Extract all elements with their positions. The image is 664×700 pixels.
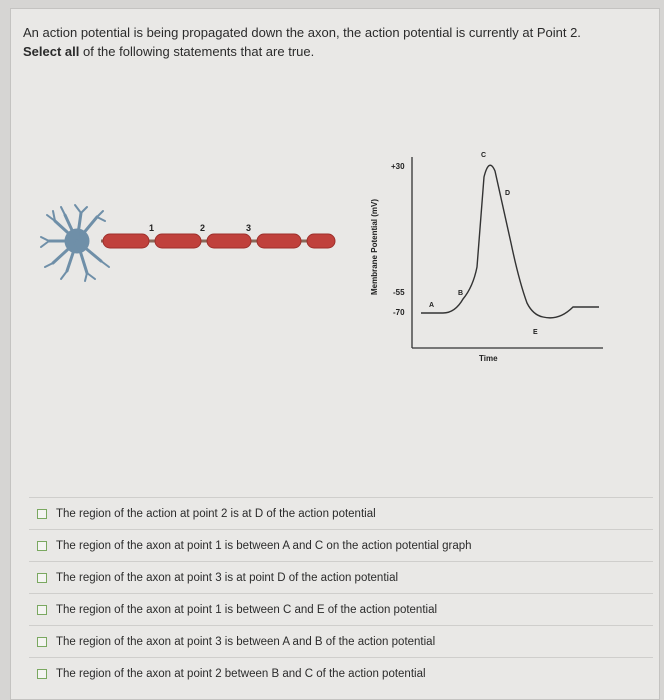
graph-point-d: D <box>505 190 511 197</box>
option-2[interactable] <box>29 529 653 561</box>
option-6[interactable] <box>29 657 653 689</box>
option-1-label: The region of the action at point 2 is at D of the action potential <box>56 507 376 520</box>
option-6-label: The region of the axon at point 2 between B and C of the action potential <box>56 667 426 680</box>
option-4[interactable] <box>29 593 653 625</box>
graph-point-c: C <box>481 152 487 159</box>
checkbox[interactable] <box>37 541 47 551</box>
action-potential-graph <box>370 152 603 363</box>
graph-point-a: A <box>429 302 435 309</box>
option-5-label: The region of the axon at point 3 is between A and B of the action potential <box>56 635 436 648</box>
y-tick-minus55: -55 <box>393 288 405 297</box>
neuron-cell-body <box>41 205 109 281</box>
myelin-segment <box>207 234 251 248</box>
neuron-point-3: 3 <box>246 223 252 233</box>
myelin-segment <box>155 234 201 248</box>
option-5[interactable] <box>29 625 653 657</box>
myelin-segment <box>257 234 301 248</box>
option-2-label: The region of the axon at point 1 is between A and C on the action potential graph <box>56 539 472 552</box>
graph-point-b: B <box>458 290 464 297</box>
neuron-point-2: 2 <box>200 223 206 233</box>
figure <box>11 9 661 489</box>
option-3-label: The region of the axon at point 3 is at point D of the action potential <box>56 571 399 584</box>
option-1[interactable] <box>29 497 653 529</box>
checkbox[interactable] <box>37 637 47 647</box>
select-all-emphasis: Select all <box>23 44 80 59</box>
graph-point-e: E <box>533 329 538 336</box>
myelin-segment <box>307 234 335 248</box>
checkbox[interactable] <box>37 573 47 583</box>
myelin-segment <box>103 234 149 248</box>
checkbox[interactable] <box>37 669 47 679</box>
option-3[interactable] <box>29 561 653 593</box>
action-potential-curve <box>421 165 599 318</box>
y-tick-minus70: -70 <box>393 308 405 317</box>
option-4-label: The region of the axon at point 1 is between C and E of the action potential <box>56 603 438 616</box>
neuron-point-1: 1 <box>149 223 155 233</box>
answer-options <box>29 497 653 689</box>
checkbox[interactable] <box>37 605 47 615</box>
question-card <box>10 8 660 700</box>
question-line-1: An action potential is being propagated down the axon, the action potential is currently at Point 2. <box>23 25 581 40</box>
y-tick-plus30: +30 <box>391 162 405 171</box>
y-axis-label: Membrane Potential (mV) <box>370 198 379 295</box>
myelin-segments <box>103 234 335 248</box>
question-line-2-rest: of the following statements that are true. <box>79 44 315 59</box>
checkbox[interactable] <box>37 509 47 519</box>
x-axis-label: Time <box>479 354 498 363</box>
